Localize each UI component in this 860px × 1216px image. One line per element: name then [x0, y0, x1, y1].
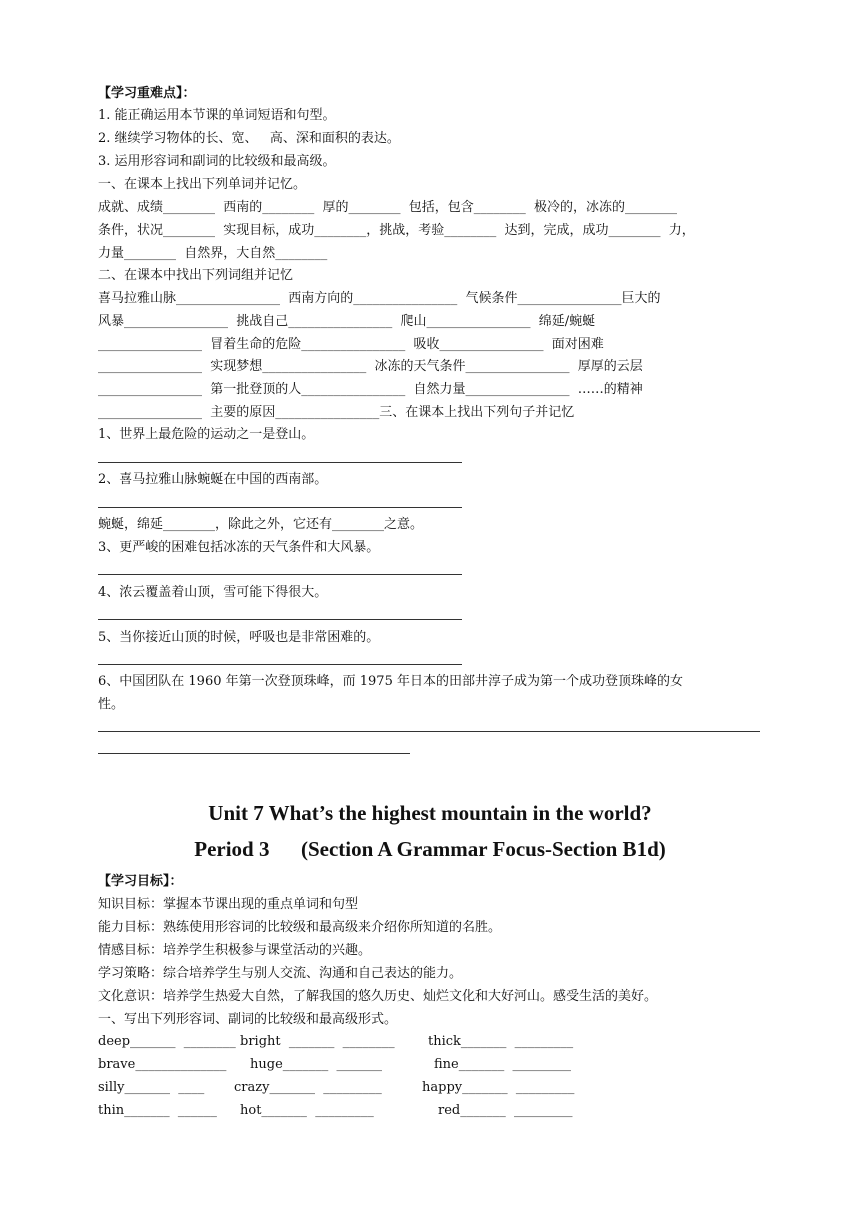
answer-line [98, 731, 760, 732]
answer-line [98, 664, 462, 665]
sentence-4: 4、浓云覆盖着山顶，雪可能下得很大。 [98, 585, 328, 600]
part2-line-4: ________________ 实现梦想________________ 冰冻的天气条件________________ 厚厚的云层 [98, 359, 643, 374]
key-point-1: 1. 能正确运用本节课的单词短语和句型。 [98, 108, 336, 123]
word-blank: red_______ _________ [438, 1103, 573, 1118]
word-blank: thick_______ _________ [428, 1034, 574, 1049]
sentence-3: 3、更严峻的困难包括冰冻的天气条件和大风暴。 [98, 540, 380, 555]
goal-ability: 能力目标：熟练使用形容词的比较级和最高级来介绍你所知道的名胜。 [98, 920, 502, 935]
word-blank: huge_______ _______ [250, 1057, 383, 1072]
exercise-title: 一、写出下列形容词、副词的比较级和最高级形式。 [98, 1012, 398, 1027]
word-blank: deep_______ ________ [98, 1034, 236, 1049]
part2-line-6: ________________ 主要的原因________________三、在课本上找出下列句子并记忆 [98, 405, 575, 420]
part2-line-1: 喜马拉雅山脉________________ 西南方向的________________ 气候条件________________巨大的 [98, 291, 661, 306]
word-blank: fine_______ _________ [434, 1057, 572, 1072]
part1-title: 一、在课本上找出下列单词并记忆。 [98, 177, 307, 192]
part2-line-2: 风暴________________ 挑战自己________________ 爬山________________ 绵延/蜿蜒 [98, 314, 596, 329]
sentence-6-cont: 性。 [98, 697, 125, 712]
part1-line-1: 成就、成绩________ 西南的________ 厚的________ 包括，包含________ 极冷的，冰冻的________ [98, 200, 678, 215]
answer-line [98, 462, 462, 463]
word-blank: thin_______ ______ [98, 1103, 217, 1118]
part2-title: 二、在课本中找出下列词组并记忆 [98, 268, 294, 283]
period-title: Period 3 (Section A Grammar Focus-Section B1d) [194, 837, 666, 861]
goal-strategy: 学习策略：综合培养学生与别人交流、沟通和自己表达的能力。 [98, 966, 463, 981]
part1-line-3: 力量________ 自然界，大自然________ [98, 246, 328, 261]
key-point-2: 2. 继续学习物体的长、宽、 高、深和面积的表达。 [98, 131, 400, 146]
part2-line-5: ________________ 第一批登顶的人________________ 自然力量________________ ……的精神 [98, 382, 643, 397]
answer-line [98, 574, 462, 575]
sentence-1: 1、世界上最危险的运动之一是登山。 [98, 427, 315, 442]
word-blank: hot_______ _________ [240, 1103, 374, 1118]
part2-line-3: ________________ 冒着生命的危险________________ 吸收________________ 面对困难 [98, 337, 604, 352]
word-blank: happy_______ _________ [422, 1080, 575, 1095]
word-blank: silly_______ ____ [98, 1080, 205, 1095]
word-blank: bright _______ ________ [240, 1034, 395, 1049]
sentence-5: 5、当你接近山顶的时候，呼吸也是非常困难的。 [98, 630, 380, 645]
part1-line-2: 条件，状况________ 实现目标，成功________，挑战，考验________ 达到，完成，成功________ 力， [98, 223, 695, 238]
unit-title: Unit 7 What’s the highest mountain in the world? [208, 801, 652, 825]
goal-knowledge: 知识目标：掌握本节课出现的重点单词和句型 [98, 897, 359, 912]
sentence-6: 6、中国团队在 1960 年第一次登顶珠峰，而 1975 年日本的田部井淳子成为第一个成功登顶珠峰的女 [98, 674, 683, 689]
answer-line [98, 753, 410, 754]
word-blank: brave______________ [98, 1057, 227, 1072]
word-blank: crazy_______ _________ [234, 1080, 382, 1095]
key-points-heading: 【学习重难点】： [98, 86, 196, 101]
key-point-3: 3. 运用形容词和副词的比较级和最高级。 [98, 154, 336, 169]
sentence-2-note: 蜿蜒，绵延________，除此之外，它还有________之意。 [98, 517, 424, 532]
goal-culture: 文化意识：培养学生热爱大自然，了解我国的悠久历史、灿烂文化和大好河山。感受生活的美好。 [98, 989, 658, 1004]
sentence-2: 2、喜马拉雅山脉蜿蜒在中国的西南部。 [98, 472, 328, 487]
answer-line [98, 507, 462, 508]
answer-line [98, 619, 462, 620]
objectives-heading: 【学习目标】： [98, 874, 183, 889]
goal-emotion: 情感目标：培养学生积极参与课堂活动的兴趣。 [98, 943, 372, 958]
